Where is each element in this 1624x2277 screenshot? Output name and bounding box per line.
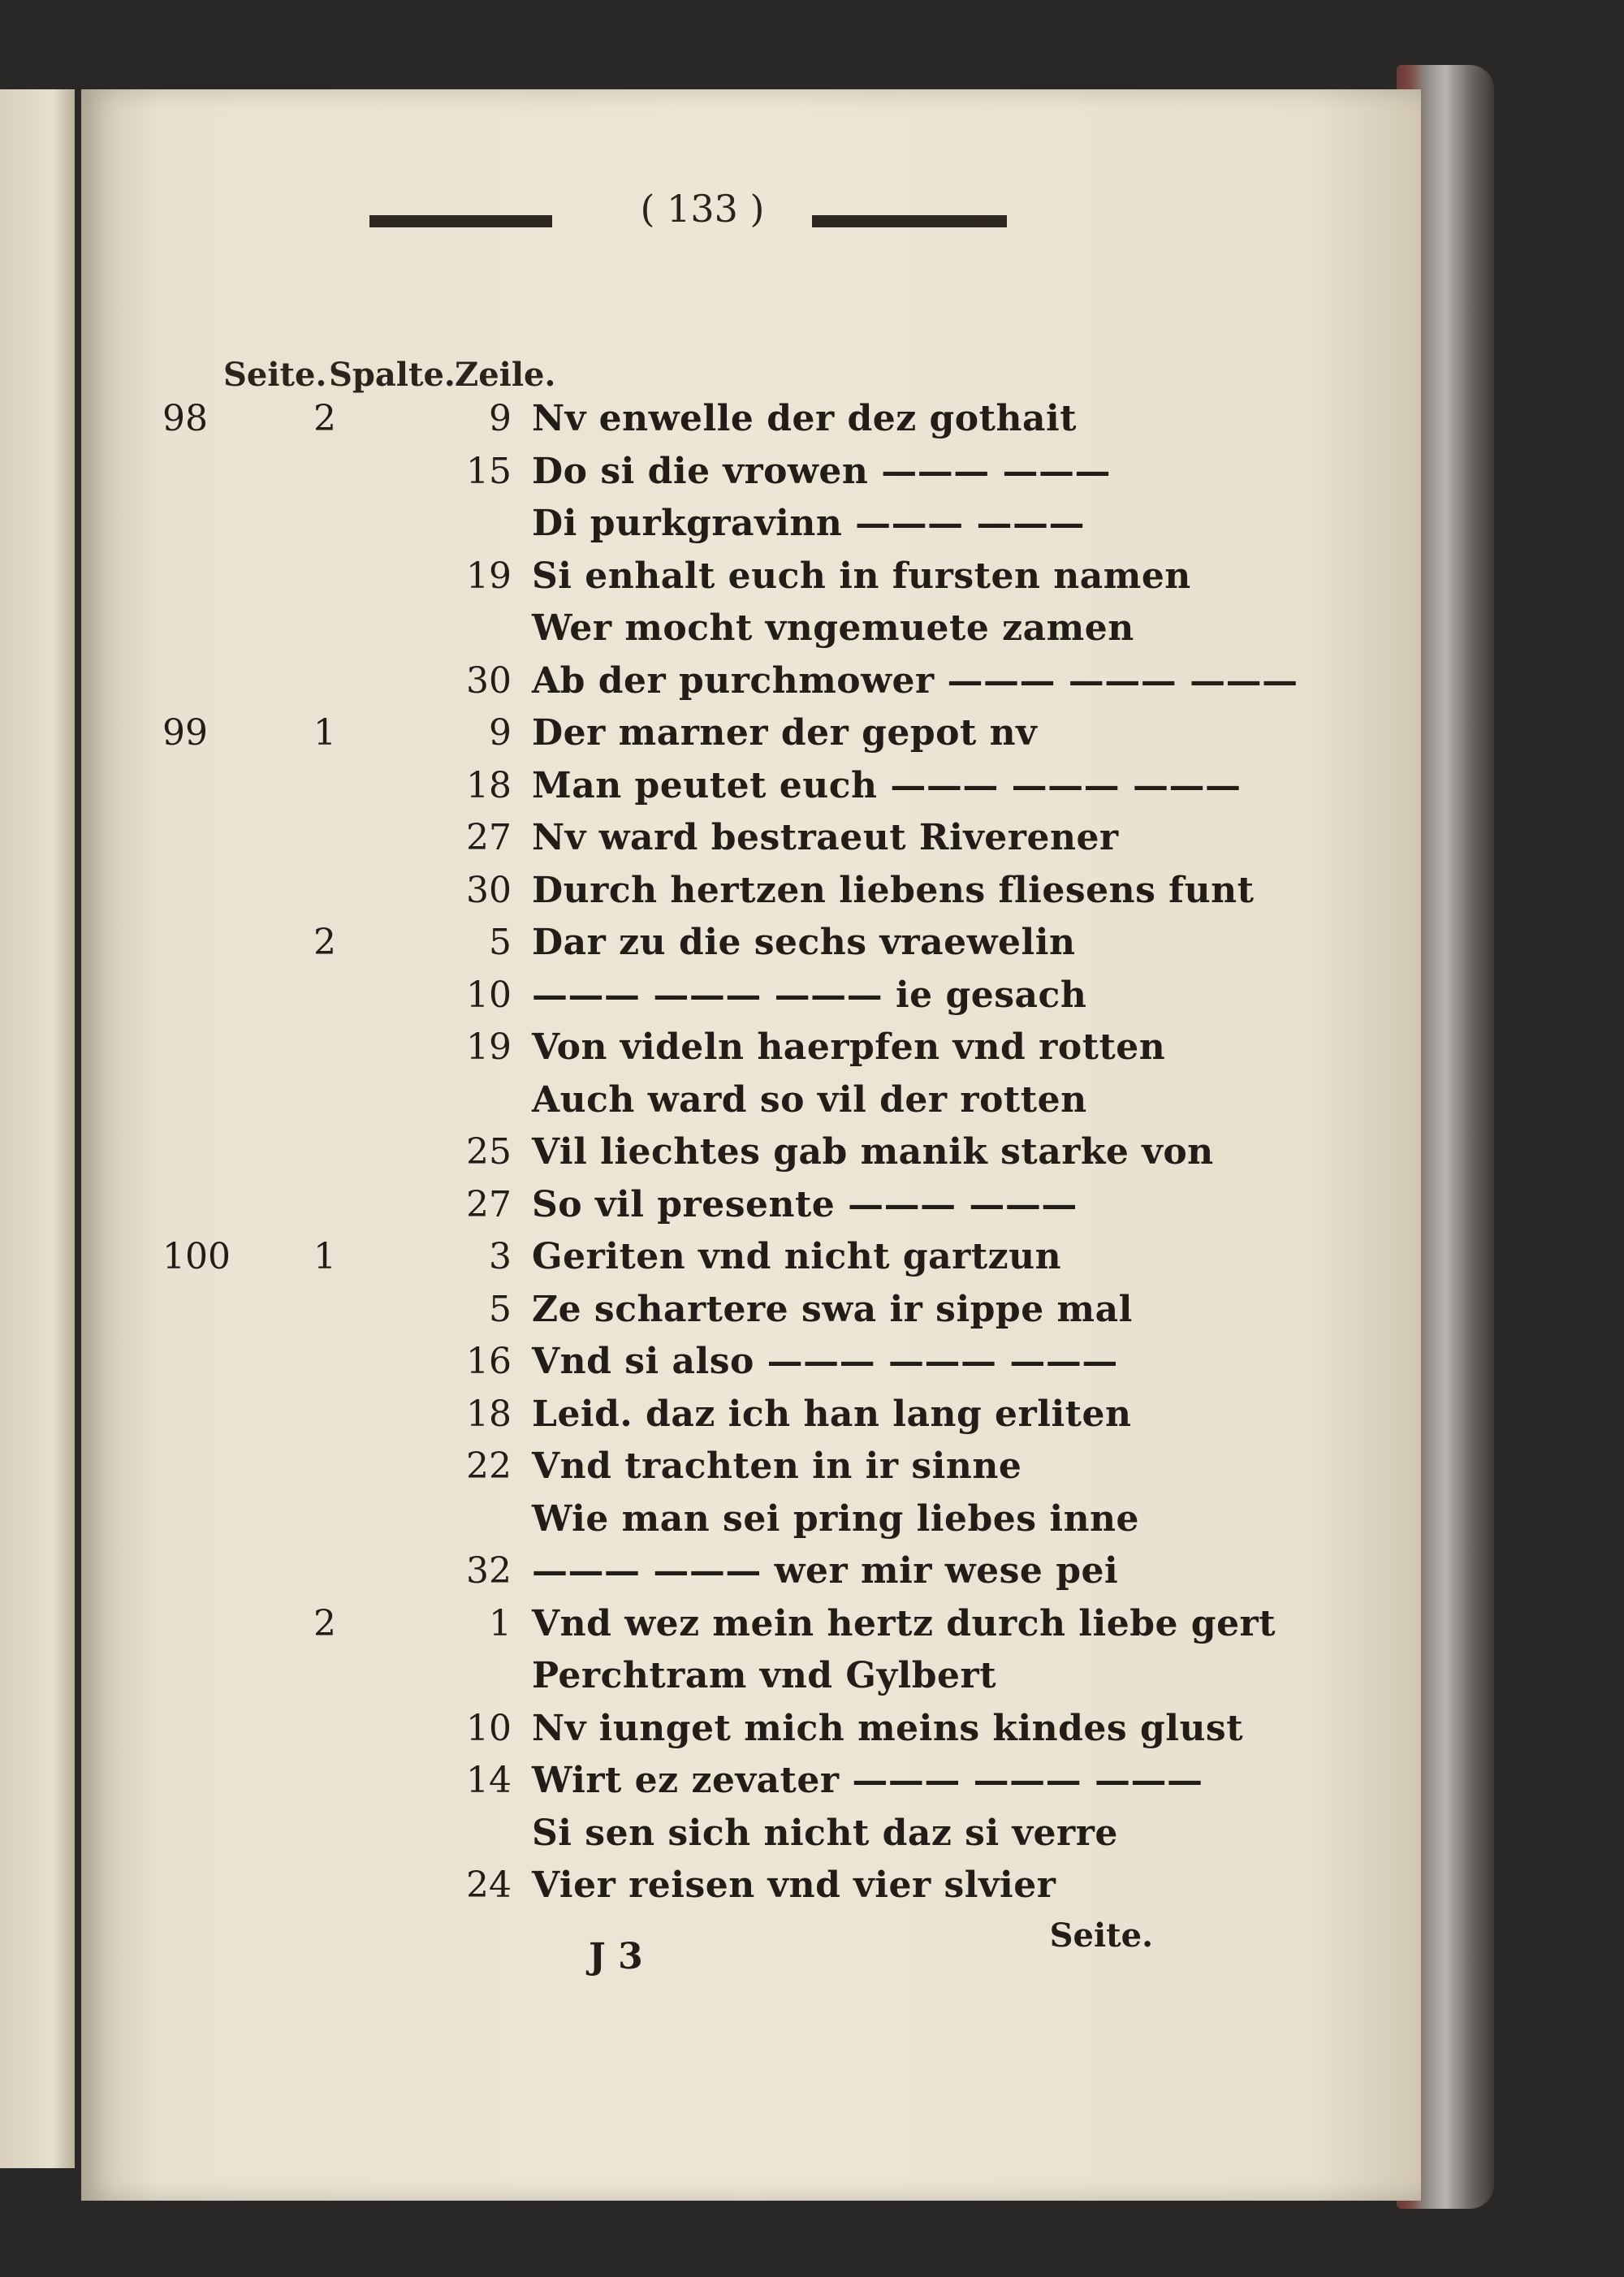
verse-text: Wer mocht vngemuete zamen (532, 607, 1134, 649)
verse-text: ——— ——— wer mir wese pei (532, 1550, 1119, 1592)
verse-text: Wirt ez zevater ——— ——— ——— (532, 1760, 1203, 1801)
page-ref: 98 (162, 398, 208, 439)
line-ref: 9 (489, 712, 512, 754)
line-ref: 14 (466, 1760, 512, 1801)
errata-row (0, 451, 1340, 503)
verse-text: Si sen sich nicht daz si verre (532, 1812, 1118, 1854)
page-ref: 99 (162, 712, 208, 754)
errata-row (0, 1236, 1340, 1288)
errata-row (0, 1079, 1340, 1131)
verse-text: Der marner der gepot nv (532, 712, 1038, 754)
verse-text: Dar zu die sechs vraewelin (532, 922, 1076, 963)
column-ref: 1 (313, 712, 336, 754)
line-ref: 22 (466, 1445, 512, 1487)
verse-text: Leid. daz ich han lang erliten (532, 1393, 1132, 1435)
column-header-line: Zeile. (455, 356, 556, 394)
column-ref: 1 (313, 1236, 336, 1277)
verse-text: Ze schartere swa ir sippe mal (532, 1288, 1133, 1330)
line-ref: 18 (466, 764, 512, 806)
verse-text: Wie man sei pring liebes inne (532, 1497, 1140, 1540)
line-ref: 30 (466, 869, 512, 911)
verse-text: Geriten vnd nicht gartzun (532, 1236, 1062, 1277)
verse-text: Nv iunget mich meins kindes glust (532, 1707, 1244, 1749)
errata-row (0, 1184, 1340, 1236)
catchword: Seite. (1049, 1916, 1153, 1955)
line-ref: 16 (466, 1341, 512, 1382)
verse-text: Durch hertzen liebens fliesens funt (532, 869, 1255, 911)
errata-row (0, 503, 1340, 555)
line-ref: 32 (466, 1550, 512, 1592)
errata-row (0, 1603, 1340, 1655)
line-ref: 24 (466, 1864, 512, 1906)
column-ref: 2 (313, 922, 336, 963)
errata-row (0, 1498, 1340, 1550)
errata-row (0, 1813, 1340, 1864)
errata-row (0, 555, 1340, 607)
errata-row (0, 607, 1340, 659)
column-header-column: Spalte. (329, 356, 456, 394)
errata-row (0, 1655, 1340, 1707)
line-ref: 15 (466, 450, 512, 492)
line-ref: 3 (489, 1236, 512, 1277)
header-rule-left (369, 215, 552, 227)
verse-text: Auch ward so vil der rotten (532, 1078, 1087, 1121)
verse-text: Di purkgravinn ——— ——— (532, 503, 1085, 544)
line-ref: 30 (466, 659, 512, 702)
signature-mark: J 3 (589, 1936, 643, 1977)
verse-text: Nv enwelle der dez gothait (532, 398, 1078, 439)
verse-text: Vnd trachten in ir sinne (532, 1445, 1022, 1487)
verse-text: Si enhalt euch in fursten namen (532, 555, 1191, 597)
header-rule-right (812, 215, 1007, 227)
verse-text: Ab der purchmower ——— ——— ——— (532, 659, 1298, 702)
page-number: ( 133 ) (640, 187, 765, 231)
line-ref: 19 (466, 555, 512, 597)
verse-text: Do si die vrowen ——— ——— (532, 450, 1112, 492)
verse-text: Vnd si also ——— ——— ——— (532, 1341, 1118, 1382)
errata-row (0, 1131, 1340, 1183)
errata-row (0, 1550, 1340, 1602)
verse-text: Von videln haerpfen vnd rotten (532, 1026, 1166, 1068)
errata-row (0, 1864, 1340, 1916)
line-ref: 10 (466, 974, 512, 1016)
line-ref: 27 (466, 1183, 512, 1225)
line-ref: 9 (489, 398, 512, 439)
errata-row (0, 974, 1340, 1026)
errata-row (0, 1289, 1340, 1341)
errata-row (0, 1393, 1340, 1445)
page-ref: 100 (162, 1236, 231, 1277)
errata-row (0, 870, 1340, 922)
errata-row (0, 660, 1340, 712)
errata-row (0, 1708, 1340, 1760)
column-header-page: Seite. (223, 356, 327, 394)
errata-row (0, 1026, 1340, 1078)
column-ref: 2 (313, 1602, 336, 1644)
line-ref: 25 (466, 1131, 512, 1173)
line-ref: 10 (466, 1707, 512, 1749)
verse-text: Vier reisen vnd vier slvier (532, 1864, 1056, 1906)
errata-row (0, 398, 1340, 450)
page-header (284, 183, 1015, 256)
verse-text: Perchtram vnd Gylbert (532, 1655, 997, 1696)
verse-text: Vil liechtes gab manik starke von (532, 1131, 1214, 1173)
line-ref: 1 (489, 1602, 512, 1644)
verse-text: Vnd wez mein hertz durch liebe gert (532, 1602, 1276, 1644)
line-ref: 5 (489, 922, 512, 963)
line-ref: 18 (466, 1393, 512, 1435)
line-ref: 27 (466, 817, 512, 858)
errata-row (0, 817, 1340, 869)
verse-text: Nv ward bestraeut Riverener (532, 817, 1119, 858)
line-ref: 19 (466, 1026, 512, 1068)
errata-row (0, 765, 1340, 817)
errata-row (0, 922, 1340, 974)
errata-row (0, 1445, 1340, 1497)
verse-text: ——— ——— ——— ie gesach (532, 974, 1087, 1016)
verse-text: So vil presente ——— ——— (532, 1183, 1078, 1225)
column-ref: 2 (313, 398, 336, 439)
verse-text: Man peutet euch ——— ——— ——— (532, 764, 1242, 806)
errata-row (0, 1760, 1340, 1812)
errata-row (0, 712, 1340, 764)
line-ref: 5 (489, 1288, 512, 1330)
errata-row (0, 1341, 1340, 1393)
